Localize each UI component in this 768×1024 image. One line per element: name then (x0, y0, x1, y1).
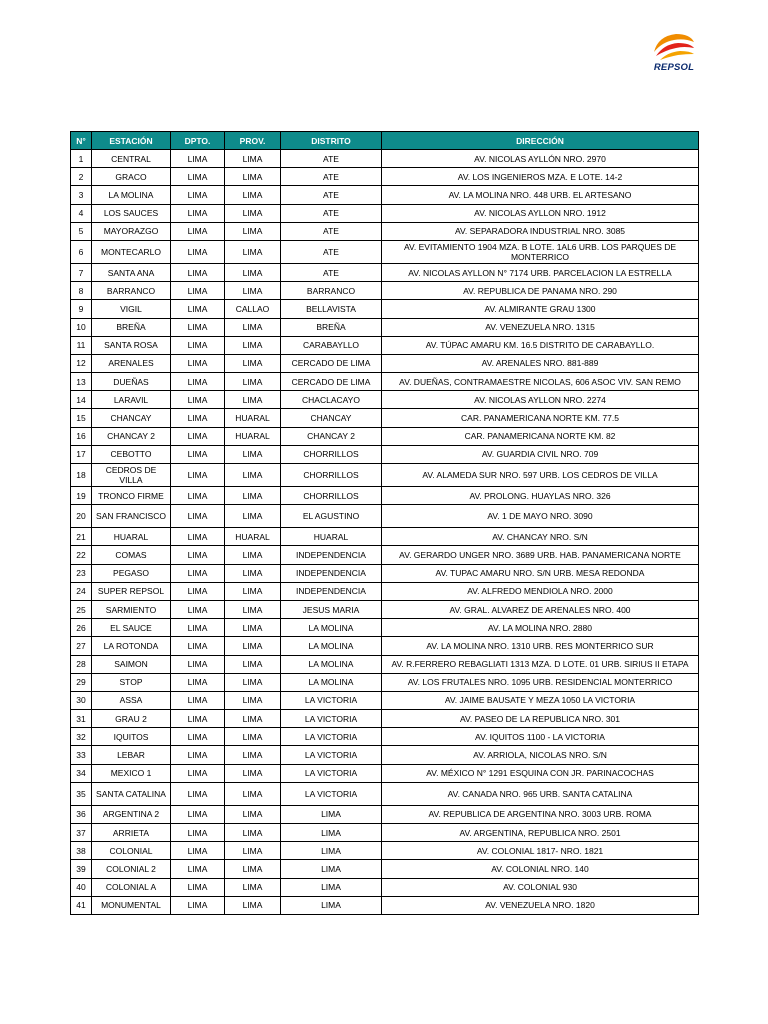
address: AV. LOS INGENIEROS MZA. E LOTE. 14-2 (382, 168, 699, 186)
row-number: 21 (71, 528, 92, 546)
department: LIMA (171, 487, 225, 505)
district: ATE (281, 240, 382, 263)
province: LIMA (225, 582, 281, 600)
district: LA VICTORIA (281, 710, 382, 728)
province: LIMA (225, 637, 281, 655)
province: LIMA (225, 505, 281, 528)
row-number: 1 (71, 150, 92, 168)
table-row (71, 637, 699, 655)
station-name: GRACO (92, 168, 171, 186)
department: LIMA (171, 582, 225, 600)
station-name: HUARAL (92, 528, 171, 546)
row-number: 8 (71, 282, 92, 300)
row-number: 23 (71, 564, 92, 582)
table-row (71, 728, 699, 746)
district: BARRANCO (281, 282, 382, 300)
row-number: 34 (71, 764, 92, 782)
table-row (71, 805, 699, 823)
table-row (71, 600, 699, 618)
district: CHANCAY (281, 409, 382, 427)
table-row (71, 546, 699, 564)
department: LIMA (171, 150, 225, 168)
province: LIMA (225, 168, 281, 186)
address: AV. ALAMEDA SUR NRO. 597 URB. LOS CEDROS DE VILLA (382, 464, 699, 487)
province: LIMA (225, 150, 281, 168)
row-number: 31 (71, 710, 92, 728)
province: LIMA (225, 373, 281, 391)
table-row (71, 318, 699, 336)
district: INDEPENDENCIA (281, 564, 382, 582)
department: LIMA (171, 764, 225, 782)
row-number: 22 (71, 546, 92, 564)
province: LIMA (225, 240, 281, 263)
table-row (71, 391, 699, 409)
station-name: COLONIAL A (92, 878, 171, 896)
province: LIMA (225, 746, 281, 764)
table-row (71, 263, 699, 281)
province: LIMA (225, 263, 281, 281)
department: LIMA (171, 373, 225, 391)
stations-table (70, 131, 699, 915)
station-name: EL SAUCE (92, 619, 171, 637)
department: LIMA (171, 600, 225, 618)
district: LA MOLINA (281, 673, 382, 691)
department: LIMA (171, 782, 225, 805)
district: CHACLACAYO (281, 391, 382, 409)
table-row (71, 354, 699, 372)
row-number: 6 (71, 240, 92, 263)
station-name: MONTECARLO (92, 240, 171, 263)
address: AV. ALFREDO MENDIOLA NRO. 2000 (382, 582, 699, 600)
address: AV. REPUBLICA DE ARGENTINA NRO. 3003 URB. ROMA (382, 805, 699, 823)
district: INDEPENDENCIA (281, 582, 382, 600)
row-number: 14 (71, 391, 92, 409)
table-row (71, 582, 699, 600)
row-number: 41 (71, 896, 92, 914)
address: AV. NICOLAS AYLLON NRO. 2274 (382, 391, 699, 409)
province: LIMA (225, 842, 281, 860)
station-name: CHANCAY 2 (92, 427, 171, 445)
department: LIMA (171, 168, 225, 186)
station-name: SUPER REPSOL (92, 582, 171, 600)
address: AV. PROLONG. HUAYLAS NRO. 326 (382, 487, 699, 505)
province: LIMA (225, 896, 281, 914)
address: AV. JAIME BAUSATE Y MEZA 1050 LA VICTORIA (382, 691, 699, 709)
district: CHANCAY 2 (281, 427, 382, 445)
address: AV. CANADA NRO. 965 URB. SANTA CATALINA (382, 782, 699, 805)
department: LIMA (171, 805, 225, 823)
department: LIMA (171, 710, 225, 728)
district: LIMA (281, 824, 382, 842)
table-row (71, 782, 699, 805)
address: AV. GRAL. ALVAREZ DE ARENALES NRO. 400 (382, 600, 699, 618)
header-address: DIRECCIÓN (382, 132, 699, 150)
district: CHORRILLOS (281, 464, 382, 487)
station-name: COMAS (92, 546, 171, 564)
row-number: 17 (71, 445, 92, 463)
station-name: TRONCO FIRME (92, 487, 171, 505)
table-row (71, 619, 699, 637)
district: EL AGUSTINO (281, 505, 382, 528)
district: LIMA (281, 842, 382, 860)
table-header-row (71, 132, 699, 150)
address: AV. DUEÑAS, CONTRAMAESTRE NICOLAS, 606 ASOC VIV. SAN REMO (382, 373, 699, 391)
address: AV. COLONIAL 1817- NRO. 1821 (382, 842, 699, 860)
station-name: LOS SAUCES (92, 204, 171, 222)
district: JESUS MARIA (281, 600, 382, 618)
district: BELLAVISTA (281, 300, 382, 318)
department: LIMA (171, 655, 225, 673)
department: LIMA (171, 860, 225, 878)
province: LIMA (225, 186, 281, 204)
station-name: SAN FRANCISCO (92, 505, 171, 528)
province: LIMA (225, 464, 281, 487)
row-number: 10 (71, 318, 92, 336)
department: LIMA (171, 842, 225, 860)
row-number: 4 (71, 204, 92, 222)
station-name: BARRANCO (92, 282, 171, 300)
row-number: 27 (71, 637, 92, 655)
province: LIMA (225, 564, 281, 582)
address: AV. GERARDO UNGER NRO. 3689 URB. HAB. PANAMERICANA NORTE (382, 546, 699, 564)
address: AV. TÚPAC AMARU KM. 16.5 DISTRITO DE CARABAYLLO. (382, 336, 699, 354)
row-number: 35 (71, 782, 92, 805)
row-number: 11 (71, 336, 92, 354)
row-number: 20 (71, 505, 92, 528)
province: LIMA (225, 600, 281, 618)
station-name: ARRIETA (92, 824, 171, 842)
district: LA MOLINA (281, 637, 382, 655)
row-number: 33 (71, 746, 92, 764)
department: LIMA (171, 204, 225, 222)
address: AV. 1 DE MAYO NRO. 3090 (382, 505, 699, 528)
province: LIMA (225, 619, 281, 637)
station-name: COLONIAL 2 (92, 860, 171, 878)
province: LIMA (225, 764, 281, 782)
district: LA VICTORIA (281, 782, 382, 805)
row-number: 36 (71, 805, 92, 823)
department: LIMA (171, 354, 225, 372)
header-station: ESTACIÓN (92, 132, 171, 150)
station-name: STOP (92, 673, 171, 691)
row-number: 16 (71, 427, 92, 445)
station-name: CEBOTTO (92, 445, 171, 463)
department: LIMA (171, 896, 225, 914)
district: ATE (281, 222, 382, 240)
station-name: SANTA CATALINA (92, 782, 171, 805)
address: AV. CHANCAY NRO. S/N (382, 528, 699, 546)
district: LA MOLINA (281, 619, 382, 637)
department: LIMA (171, 427, 225, 445)
table-row (71, 746, 699, 764)
district: LA VICTORIA (281, 728, 382, 746)
table-row (71, 878, 699, 896)
table-row (71, 427, 699, 445)
address: AV. ARRIOLA, NICOLAS NRO. S/N (382, 746, 699, 764)
department: LIMA (171, 546, 225, 564)
district: CHORRILLOS (281, 487, 382, 505)
table-row (71, 710, 699, 728)
department: LIMA (171, 263, 225, 281)
address: AV. VENEZUELA NRO. 1315 (382, 318, 699, 336)
table-row (71, 222, 699, 240)
district: BREÑA (281, 318, 382, 336)
station-name: LA ROTONDA (92, 637, 171, 655)
district: LIMA (281, 860, 382, 878)
district: LA VICTORIA (281, 746, 382, 764)
row-number: 37 (71, 824, 92, 842)
province: LIMA (225, 204, 281, 222)
district: CERCADO DE LIMA (281, 354, 382, 372)
header-province: PROV. (225, 132, 281, 150)
province: LIMA (225, 673, 281, 691)
department: LIMA (171, 673, 225, 691)
address: AV. PASEO DE LA REPUBLICA NRO. 301 (382, 710, 699, 728)
row-number: 3 (71, 186, 92, 204)
department: LIMA (171, 445, 225, 463)
address: AV. SEPARADORA INDUSTRIAL NRO. 3085 (382, 222, 699, 240)
province: LIMA (225, 782, 281, 805)
table-row (71, 204, 699, 222)
department: LIMA (171, 391, 225, 409)
address: AV. NICOLAS AYLLÓN NRO. 2970 (382, 150, 699, 168)
station-name: SANTA ROSA (92, 336, 171, 354)
province: LIMA (225, 282, 281, 300)
station-name: GRAU 2 (92, 710, 171, 728)
department: LIMA (171, 824, 225, 842)
department: LIMA (171, 637, 225, 655)
station-name: MONUMENTAL (92, 896, 171, 914)
row-number: 5 (71, 222, 92, 240)
department: LIMA (171, 186, 225, 204)
address: AV. NICOLAS AYLLON N° 7174 URB. PARCELACION LA ESTRELLA (382, 263, 699, 281)
department: LIMA (171, 691, 225, 709)
province: HUARAL (225, 528, 281, 546)
province: LIMA (225, 805, 281, 823)
header-district: DISTRITO (281, 132, 382, 150)
table-row (71, 842, 699, 860)
province: LIMA (225, 354, 281, 372)
department: LIMA (171, 505, 225, 528)
table-row (71, 445, 699, 463)
province: LIMA (225, 728, 281, 746)
district: INDEPENDENCIA (281, 546, 382, 564)
address: AV. LA MOLINA NRO. 1310 URB. RES MONTERRICO SUR (382, 637, 699, 655)
province: HUARAL (225, 409, 281, 427)
row-number: 39 (71, 860, 92, 878)
department: LIMA (171, 464, 225, 487)
district: CARABAYLLO (281, 336, 382, 354)
district: ATE (281, 186, 382, 204)
department: LIMA (171, 300, 225, 318)
department: LIMA (171, 878, 225, 896)
district: ATE (281, 150, 382, 168)
address: AV. COLONIAL NRO. 140 (382, 860, 699, 878)
table-row (71, 896, 699, 914)
station-name: SANTA ANA (92, 263, 171, 281)
row-number: 30 (71, 691, 92, 709)
row-number: 7 (71, 263, 92, 281)
station-name: VIGIL (92, 300, 171, 318)
province: LIMA (225, 691, 281, 709)
row-number: 13 (71, 373, 92, 391)
address: AV. GUARDIA CIVIL NRO. 709 (382, 445, 699, 463)
header-department: DPTO. (171, 132, 225, 150)
district: ATE (281, 168, 382, 186)
district: CERCADO DE LIMA (281, 373, 382, 391)
row-number: 18 (71, 464, 92, 487)
department: LIMA (171, 619, 225, 637)
station-name: LA MOLINA (92, 186, 171, 204)
province: LIMA (225, 824, 281, 842)
province: LIMA (225, 487, 281, 505)
province: CALLAO (225, 300, 281, 318)
station-name: CENTRAL (92, 150, 171, 168)
address: AV. LA MOLINA NRO. 448 URB. EL ARTESANO (382, 186, 699, 204)
address: AV. TUPAC AMARU NRO. S/N URB. MESA REDONDA (382, 564, 699, 582)
district: CHORRILLOS (281, 445, 382, 463)
district: LIMA (281, 878, 382, 896)
address: AV. VENEZUELA NRO. 1820 (382, 896, 699, 914)
address: AV. COLONIAL 930 (382, 878, 699, 896)
row-number: 28 (71, 655, 92, 673)
province: LIMA (225, 710, 281, 728)
address: AV. ARENALES NRO. 881-889 (382, 354, 699, 372)
table-row (71, 655, 699, 673)
row-number: 25 (71, 600, 92, 618)
district: HUARAL (281, 528, 382, 546)
district: LA MOLINA (281, 655, 382, 673)
table-row (71, 300, 699, 318)
address: AV. NICOLAS AYLLON NRO. 1912 (382, 204, 699, 222)
station-name: CEDROS DE VILLA (92, 464, 171, 487)
table-row (71, 240, 699, 263)
department: LIMA (171, 240, 225, 263)
table-row (71, 150, 699, 168)
table-row (71, 168, 699, 186)
province: LIMA (225, 391, 281, 409)
station-name: COLONIAL (92, 842, 171, 860)
table-body (71, 150, 699, 915)
row-number: 40 (71, 878, 92, 896)
row-number: 38 (71, 842, 92, 860)
repsol-logo-icon (646, 30, 702, 62)
address: AV. LA MOLINA NRO. 2880 (382, 619, 699, 637)
logo-wordmark: REPSOL (653, 62, 695, 73)
table-row (71, 487, 699, 505)
province: LIMA (225, 878, 281, 896)
province: LIMA (225, 546, 281, 564)
row-number: 2 (71, 168, 92, 186)
station-name: SARMIENTO (92, 600, 171, 618)
department: LIMA (171, 564, 225, 582)
address: AV. ALMIRANTE GRAU 1300 (382, 300, 699, 318)
district: ATE (281, 204, 382, 222)
table-row (71, 528, 699, 546)
address: CAR. PANAMERICANA NORTE KM. 77.5 (382, 409, 699, 427)
station-name: MAYORAZGO (92, 222, 171, 240)
station-name: BREÑA (92, 318, 171, 336)
station-name: MEXICO 1 (92, 764, 171, 782)
province: LIMA (225, 336, 281, 354)
district: LIMA (281, 896, 382, 914)
station-name: ARGENTINA 2 (92, 805, 171, 823)
province: LIMA (225, 445, 281, 463)
district: LA VICTORIA (281, 764, 382, 782)
address: AV. EVITAMIENTO 1904 MZA. B LOTE. 1AL6 URB. LOS PARQUES DE MONTERRICO (382, 240, 699, 263)
address: CAR. PANAMERICANA NORTE KM. 82 (382, 427, 699, 445)
table-row (71, 860, 699, 878)
station-name: LEBAR (92, 746, 171, 764)
row-number: 19 (71, 487, 92, 505)
address: AV. REPUBLICA DE PANAMA NRO. 290 (382, 282, 699, 300)
department: LIMA (171, 282, 225, 300)
department: LIMA (171, 528, 225, 546)
province: LIMA (225, 222, 281, 240)
department: LIMA (171, 336, 225, 354)
row-number: 29 (71, 673, 92, 691)
province: LIMA (225, 655, 281, 673)
table-row (71, 673, 699, 691)
row-number: 32 (71, 728, 92, 746)
address: AV. IQUITOS 1100 - LA VICTORIA (382, 728, 699, 746)
table-row (71, 764, 699, 782)
row-number: 15 (71, 409, 92, 427)
department: LIMA (171, 409, 225, 427)
station-name: IQUITOS (92, 728, 171, 746)
district: LA VICTORIA (281, 691, 382, 709)
row-number: 24 (71, 582, 92, 600)
address: AV. R.FERRERO REBAGLIATI 1313 MZA. D LOTE. 01 URB. SIRIUS II ETAPA (382, 655, 699, 673)
department: LIMA (171, 222, 225, 240)
department: LIMA (171, 728, 225, 746)
table-row (71, 505, 699, 528)
repsol-logo (646, 30, 702, 76)
table-row (71, 186, 699, 204)
row-number: 12 (71, 354, 92, 372)
table-row (71, 409, 699, 427)
table-row (71, 282, 699, 300)
station-name: LARAVIL (92, 391, 171, 409)
station-name: ASSA (92, 691, 171, 709)
table-row (71, 824, 699, 842)
table-row (71, 564, 699, 582)
province: LIMA (225, 318, 281, 336)
province: HUARAL (225, 427, 281, 445)
row-number: 26 (71, 619, 92, 637)
department: LIMA (171, 746, 225, 764)
station-name: CHANCAY (92, 409, 171, 427)
header-number: N° (71, 132, 92, 150)
table-row (71, 464, 699, 487)
station-name: ARENALES (92, 354, 171, 372)
province: LIMA (225, 860, 281, 878)
row-number: 9 (71, 300, 92, 318)
address: AV. LOS FRUTALES NRO. 1095 URB. RESIDENCIAL MONTERRICO (382, 673, 699, 691)
station-name: DUEÑAS (92, 373, 171, 391)
table-row (71, 336, 699, 354)
station-name: SAIMON (92, 655, 171, 673)
district: ATE (281, 263, 382, 281)
address: AV. MÉXICO N° 1291 ESQUINA CON JR. PARINACOCHAS (382, 764, 699, 782)
table-row (71, 691, 699, 709)
department: LIMA (171, 318, 225, 336)
table-row (71, 373, 699, 391)
district: LIMA (281, 805, 382, 823)
station-name: PEGASO (92, 564, 171, 582)
address: AV. ARGENTINA, REPUBLICA NRO. 2501 (382, 824, 699, 842)
